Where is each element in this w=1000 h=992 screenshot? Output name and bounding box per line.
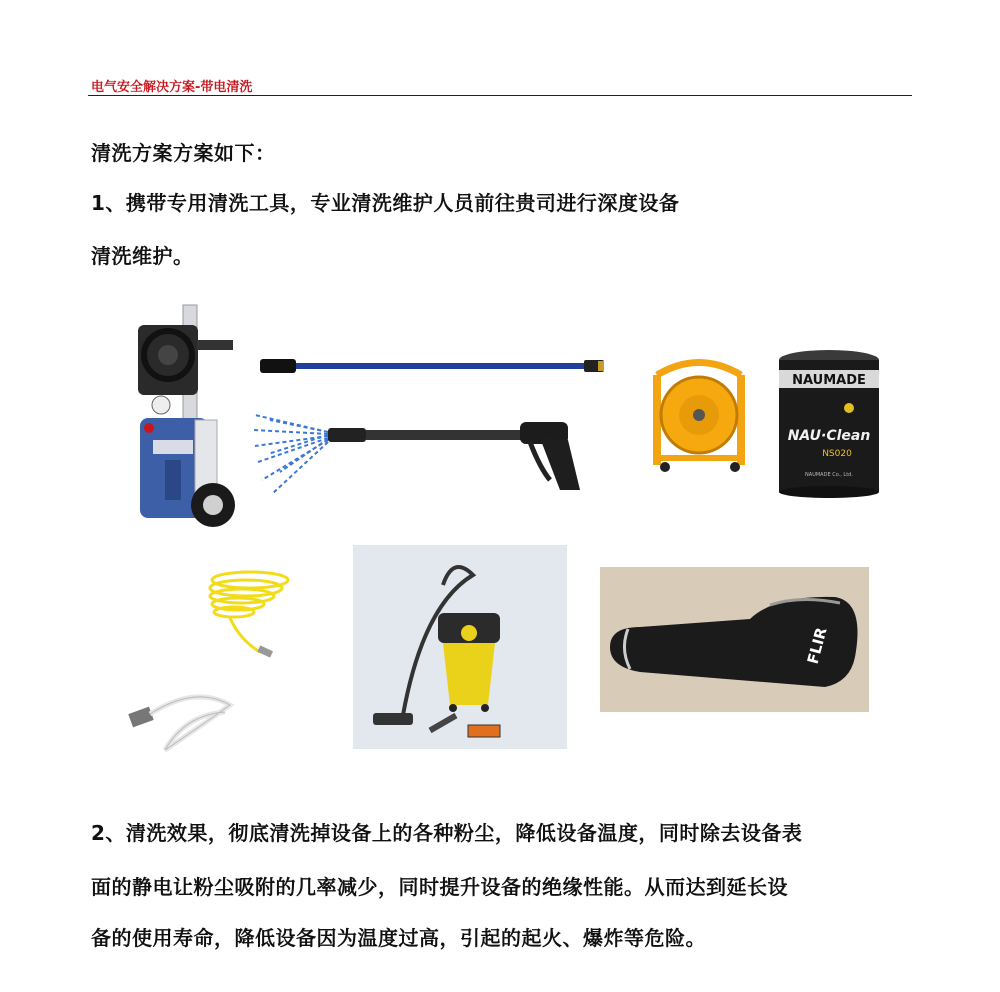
item1-line2: 清洗维护。 (91, 244, 194, 268)
can-product-text: NAU·Clean (787, 428, 871, 444)
vacuum-cleaner-image (353, 545, 567, 749)
header-title: 电气安全解决方案-带电清洗 (91, 80, 253, 95)
hose-reel-image (645, 355, 755, 475)
can-brand-text: NAUMADE (792, 373, 866, 388)
spray-gun-image (250, 410, 612, 500)
thermal-camera-image (600, 567, 869, 712)
item2-line3: 备的使用寿命，降低设备因为温度过高，引起的起火、爆炸等危险。 (91, 926, 706, 950)
can-model-text: NS020 (822, 449, 852, 459)
pressure-washer-image (135, 300, 245, 535)
camera-brand-text: FLIR (803, 625, 831, 666)
item2-line2: 面的静电让粉尘吸附的几率减少，同时提升设备的绝缘性能。从而达到延长设 (91, 875, 788, 899)
spray-lance-image (258, 355, 606, 377)
item1-line1: 1、携带专用清洗工具，专业清洗维护人员前往贵司进行深度设备 (91, 191, 680, 215)
cleaner-can-image (775, 348, 883, 498)
white-hose-image (125, 680, 240, 755)
header-divider (88, 95, 912, 96)
item2-line1: 2、清洗效果，彻底清洗掉设备上的各种粉尘，降低设备温度，同时除去设备表 (91, 821, 803, 845)
can-maker-text: NAUMADE Co., Ltd. (805, 472, 853, 478)
coiled-air-hose-image (200, 560, 300, 670)
intro-text: 清洗方案方案如下： (91, 141, 276, 165)
